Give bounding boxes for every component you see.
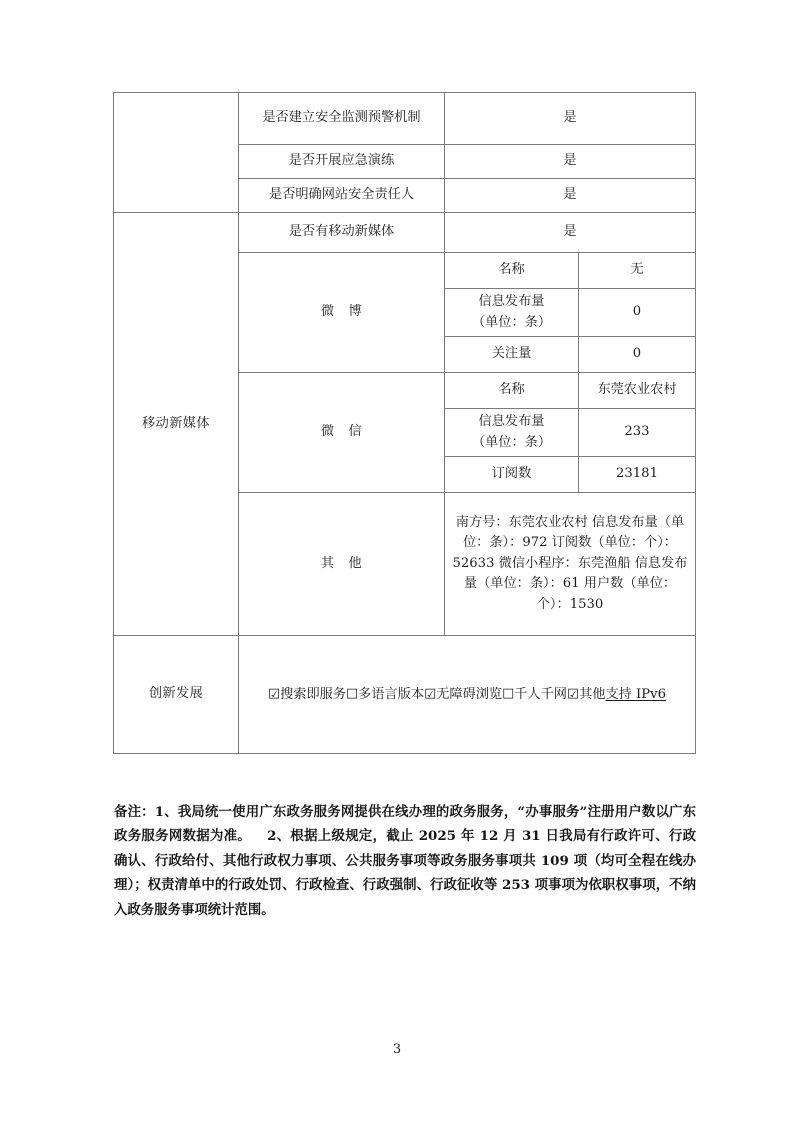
other-media-details: 南方号：东莞农业农村 信息发布量（单位：条）：972 订阅数（单位：个）：52633 微信小程序：东莞渔船 信息发布量（单位：条）：61 用户数（单位：个）：1530 xyxy=(445,493,696,636)
subcategory-cell-weixin xyxy=(239,373,445,493)
checkbox-checked-icon: ☑ xyxy=(424,686,437,703)
metric-value-weibo-posts: 0 xyxy=(579,289,696,337)
website-report-table xyxy=(113,92,696,754)
weixin-label-char-2: 信 xyxy=(348,424,363,440)
checkbox-label: 其他 xyxy=(579,686,606,702)
weibo-label-char-1: 微 xyxy=(320,304,335,320)
other-label-char-2: 他 xyxy=(348,555,363,571)
checkbox-option-accessibility[interactable] xyxy=(424,687,502,702)
metric-name-line-2: （单位：条） xyxy=(471,314,552,330)
innovation-other-value: 支持 IPv6 xyxy=(605,686,666,702)
table-row xyxy=(114,636,696,754)
row-label-emergency-drill: 是否开展应急演练 xyxy=(239,145,445,179)
other-label-char-1: 其 xyxy=(320,555,335,571)
checkbox-label: 千人千网 xyxy=(514,686,567,702)
checkbox-checked-icon: ☑ xyxy=(268,686,281,703)
row-label-has-mobile-media: 是否有移动新媒体 xyxy=(239,213,445,253)
category-cell-mobile-media: 移动新媒体 xyxy=(114,213,239,636)
checkbox-unchecked-icon: ☐ xyxy=(346,686,359,703)
metric-value-weibo-followers: 0 xyxy=(579,337,696,373)
metric-name-weibo-account: 名称 xyxy=(445,253,579,289)
metric-name-weibo-posts xyxy=(445,289,579,337)
row-value-has-mobile-media: 是 xyxy=(445,213,696,253)
checkbox-option-search-as-service[interactable] xyxy=(268,687,346,702)
footnote xyxy=(114,800,696,922)
footnote-part-2: 2、根据上级规定，截止 2025 年 12 月 31 日我局有行政许可、行政确认、行政给付、其他行政权力事项、公共服务事项等政务服务事项共 109 项（均可全程在线办理）；权责清单中的行政处罚、行政检查、行政强制、行政征收等 253 项事项为依职权事项，不纳入政务服务事项统计范围。 xyxy=(114,828,697,918)
table-row xyxy=(114,93,696,145)
metric-name-line-2: （单位：条） xyxy=(471,434,552,450)
innovation-options-cell xyxy=(239,636,696,754)
page-number: 3 xyxy=(392,1042,402,1057)
weibo-label-char-2: 博 xyxy=(348,304,363,320)
checkbox-label: 搜索即服务 xyxy=(280,686,347,702)
checkbox-label: 无障碍浏览 xyxy=(436,686,503,702)
checkbox-checked-icon: ☑ xyxy=(567,686,580,703)
category-cell-empty xyxy=(114,93,239,213)
checkbox-option-other[interactable] xyxy=(567,687,605,702)
row-value-security-monitoring: 是 xyxy=(445,93,696,145)
metric-value-weibo-account: 无 xyxy=(579,253,696,289)
metric-name-weixin-account: 名称 xyxy=(445,373,579,409)
metric-value-weixin-posts: 233 xyxy=(579,409,696,457)
row-value-security-officer: 是 xyxy=(445,179,696,213)
metric-value-weixin-subscribers: 23181 xyxy=(579,457,696,493)
metric-name-weixin-subscribers: 订阅数 xyxy=(445,457,579,493)
category-cell-innovation: 创新发展 xyxy=(114,636,239,754)
checkbox-label: 多语言版本 xyxy=(358,686,425,702)
footnote-part-1: 备注：1、我局统一使用广东政务服务网提供在线办理的政务服务，“办事服务”注册用户数以广东政务服务网数据为准。 xyxy=(114,804,696,845)
subcategory-cell-other xyxy=(239,493,445,636)
row-label-security-officer: 是否明确网站安全责任人 xyxy=(239,179,445,213)
metric-name-weixin-posts xyxy=(445,409,579,457)
subcategory-cell-weibo xyxy=(239,253,445,373)
table-row xyxy=(114,213,696,253)
checkbox-option-personalized-web[interactable] xyxy=(502,687,567,702)
weixin-label-char-1: 微 xyxy=(320,424,335,440)
checkbox-option-multilingual[interactable] xyxy=(346,687,424,702)
checkbox-unchecked-icon: ☐ xyxy=(502,686,515,703)
metric-name-line-1: 信息发布量 xyxy=(478,414,545,430)
row-label-security-monitoring: 是否建立安全监测预警机制 xyxy=(239,93,445,145)
metric-value-weixin-account: 东莞农业农村 xyxy=(579,373,696,409)
innovation-checkbox-line xyxy=(242,684,692,705)
row-value-emergency-drill: 是 xyxy=(445,145,696,179)
metric-name-line-1: 信息发布量 xyxy=(478,294,545,310)
metric-name-weibo-followers: 关注量 xyxy=(445,337,579,373)
